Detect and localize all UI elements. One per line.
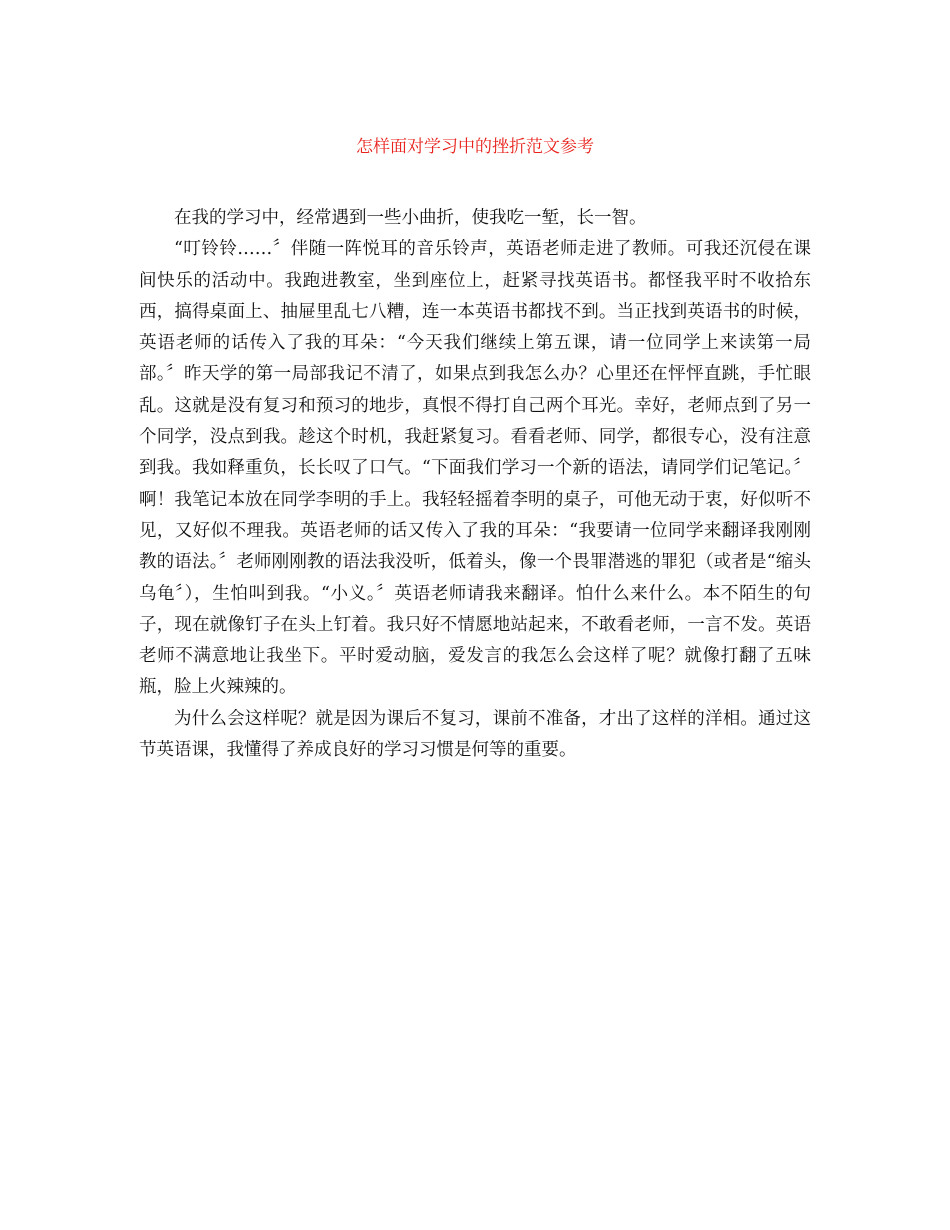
document-body bbox=[139, 203, 811, 766]
document-title: 怎样面对学习中的挫折范文参考 bbox=[356, 137, 594, 157]
paragraph-conclusion: 为什么会这样呢？就是因为课后不复习，课前不准备，才出了这样的洋相。通过这节英语课，我懂得了养成良好的学习习惯是何等的重要。 bbox=[139, 708, 811, 761]
paragraph-intro: 在我的学习中，经常遇到一些小曲折，使我吃一堑，长一智。 bbox=[174, 208, 647, 228]
paragraph-story: “叮铃铃……〞伴随一阵悦耳的音乐铃声，英语老师走进了教师。可我还沉侵在课间快乐的活动中。我跑进教室，坐到座位上，赶紧寻找英语书。都怪我平时不收拾东西，搞得桌面上、抽屉里乱七八糟，连一本英语书都找不到。当正找到英语书的时候，英语老师的话传入了我的耳朵：“今天我们继续上第五课，请一位同学上来读第一局部。〞昨天学的第一局部我记不清了，如果点到我怎么办？心里还在怦怦直跳，手忙眼乱。这就是没有复习和预习的地步，真恨不得打自己两个耳光。幸好，老师点到了另一个同学，没点到我。趁这个时机，我赶紧复习。看看老师、同学，都很专心，没有注意到我。我如释重负，长长叹了口气。“下面我们学习一个新的语法，请同学们记笔记。〞啊！我笔记本放在同学李明的手上。我轻轻摇着李明的桌子，可他无动于衷，好似听不见，又好似不理我。英语老师的话又传入了我的耳朵：“我要请一位同学来翻译我刚刚教的语法。〞老师刚刚教的语法我没听，低着头，像一个畏罪潜逃的罪犯（或者是“缩头乌龟〞），生怕叫到我。“小义。〞英语老师请我来翻译。怕什么来什么。本不陌生的句子，现在就像钉子在头上钉着。我只好不情愿地站起来，不敢看老师，一言不发。英语老师不满意地让我坐下。平时爱动脑，爱发言的我怎么会这样了呢？就像打翻了五味瓶，脸上火辣辣的。 bbox=[139, 239, 811, 698]
